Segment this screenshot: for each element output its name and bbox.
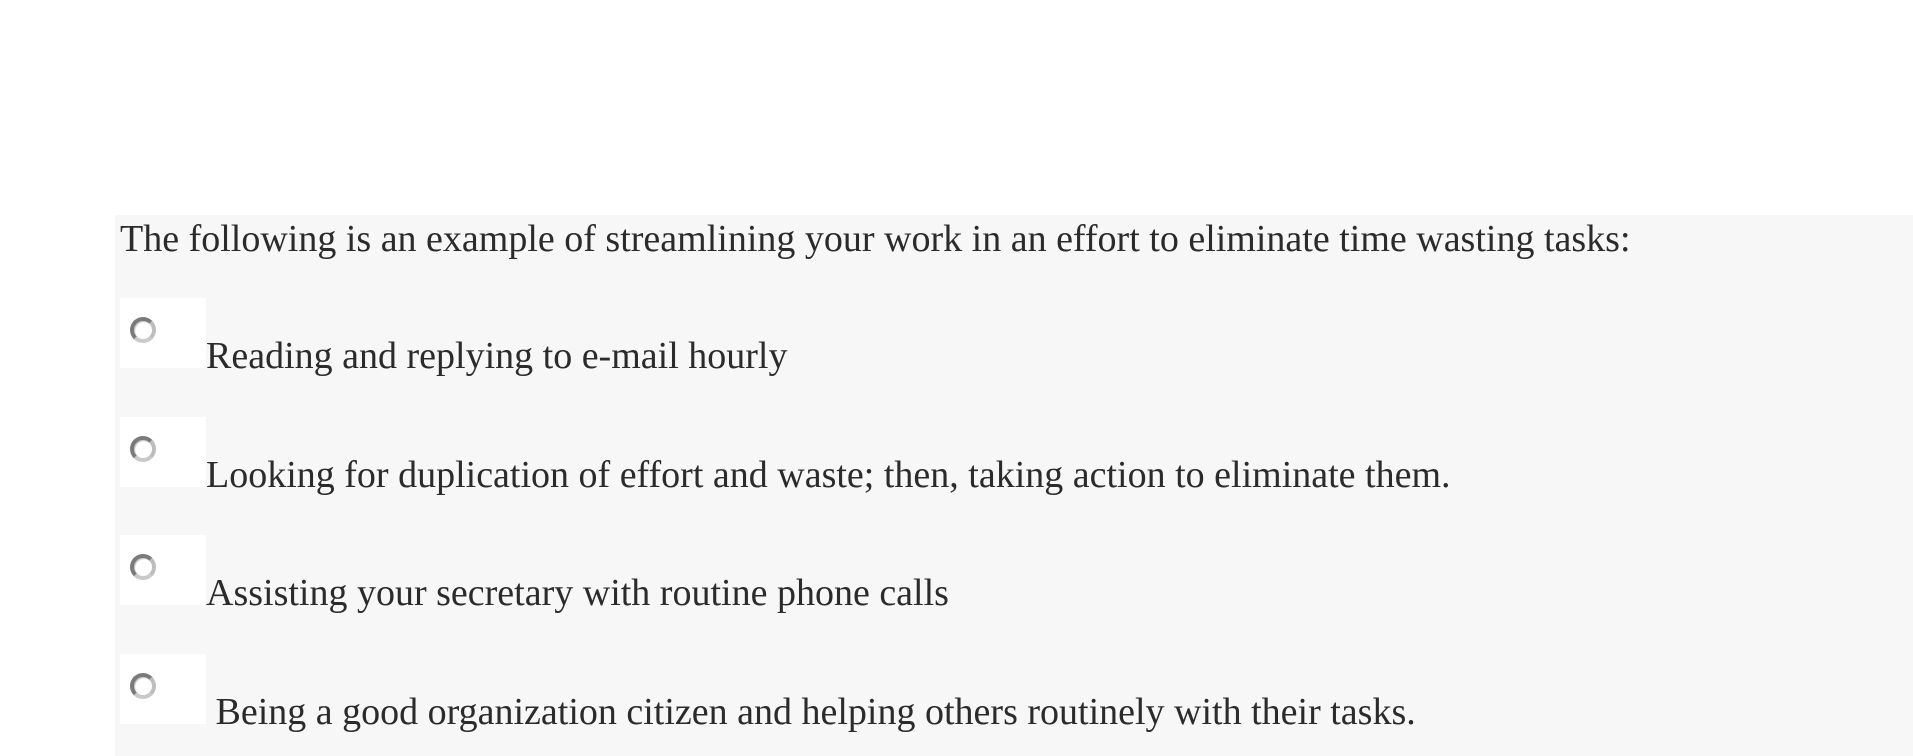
answer-option-1[interactable] xyxy=(120,298,1900,378)
answer-option-label[interactable]: Reading and replying to e-mail hourly xyxy=(206,335,788,377)
answer-option-2[interactable] xyxy=(120,417,1900,497)
radio-button-icon[interactable] xyxy=(130,554,156,580)
radio-cell xyxy=(120,298,206,368)
radio-button-icon[interactable] xyxy=(130,436,156,462)
answer-option-label[interactable]: Being a good organization citizen and helping others routinely with their tasks. xyxy=(206,691,1416,733)
answer-option-3[interactable] xyxy=(120,535,1900,615)
radio-button-icon[interactable] xyxy=(130,317,156,343)
radio-cell xyxy=(120,535,206,605)
answer-option-label[interactable]: Looking for duplication of effort and waste; then, taking action to eliminate them. xyxy=(206,454,1451,496)
question-text: The following is an example of streamlining your work in an effort to eliminate time wasting tasks: xyxy=(120,218,1631,260)
radio-cell xyxy=(120,417,206,487)
question-panel xyxy=(115,215,1913,756)
answer-option-4[interactable] xyxy=(120,654,1900,734)
answer-option-label[interactable]: Assisting your secretary with routine phone calls xyxy=(206,572,949,614)
radio-cell xyxy=(120,654,206,724)
radio-button-icon[interactable] xyxy=(130,673,156,699)
